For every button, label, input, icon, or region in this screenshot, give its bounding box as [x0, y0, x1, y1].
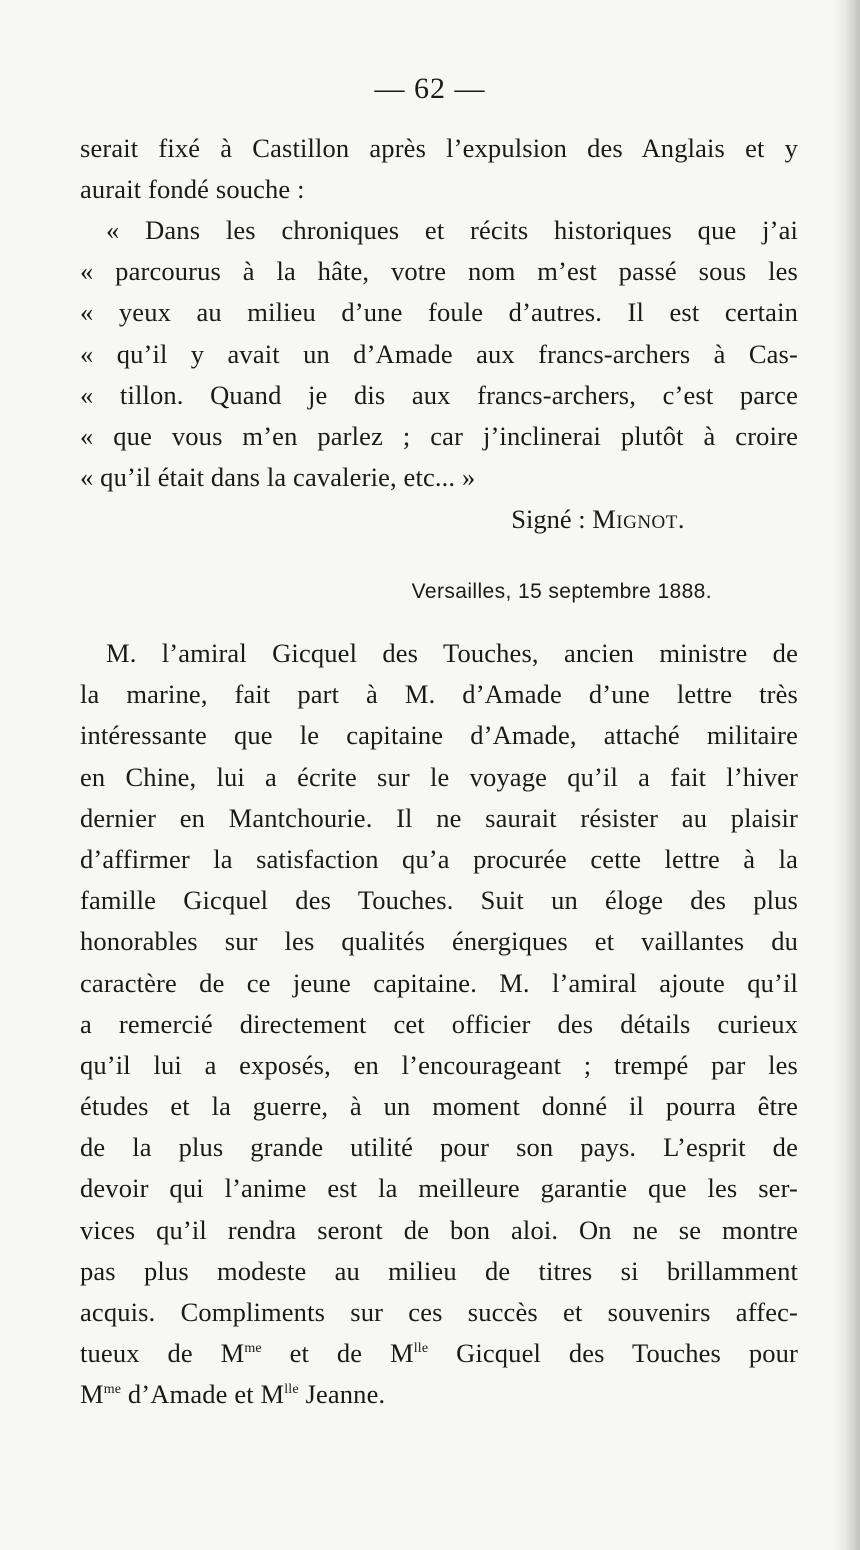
line-fragment: Gicquel des Touches pour	[428, 1338, 798, 1369]
quote-line: « que vous m’en parlez ; car j’inclinerai plutôt à croire	[80, 420, 798, 451]
quote-line: « qu’il y avait un d’Amade aux francs-archers à Cas-	[80, 338, 798, 369]
main-paragraph	[80, 633, 798, 1416]
paragraph-line: caractère de ce jeune capitaine. M. l’amiral ajoute qu’il	[80, 967, 798, 998]
page-edge-shadow	[832, 0, 860, 1550]
paragraph-line	[80, 1333, 798, 1374]
line-fragment: d’Amade et M	[121, 1379, 285, 1410]
superscript: me	[103, 1382, 122, 1398]
text-line: serait fixé à Castillon après l’expulsion des Anglais et y	[80, 133, 798, 163]
signature-name: Mignot.	[592, 504, 685, 534]
quote-line: « tillon. Quand je dis aux francs-archers, c’est parce	[80, 379, 798, 410]
line-fragment: Jeanne.	[298, 1379, 386, 1410]
dateline: Versailles, 15 septembre 1888.	[411, 580, 712, 603]
intro-text	[80, 128, 798, 210]
quote-line: « Dans les chroniques et récits historiques que j’ai	[106, 215, 798, 245]
quotation	[80, 210, 798, 498]
paragraph-line: intéressante que le capitaine d’Amade, attaché militaire	[80, 720, 798, 751]
paragraph-line: d’affirmer la satisfaction qu’a procurée cette lettre à la	[80, 843, 798, 874]
line-fragment: et de M	[261, 1338, 414, 1369]
paragraph-line: études et la guerre, à un moment donné il pourra être	[80, 1091, 798, 1122]
signature	[80, 499, 685, 540]
quote-line: « parcourus à la hâte, votre nom m’est passé sous les	[80, 256, 798, 287]
quote-line: « qu’il était dans la cavalerie, etc... »	[80, 462, 476, 493]
paragraph-line: famille Gicquel des Touches. Suit un éloge des plus	[80, 885, 798, 916]
paragraph-line: a remercié directement cet officier des détails curieux	[80, 1008, 798, 1039]
text-line: aurait fondé souche :	[80, 174, 305, 205]
superscript: me	[244, 1341, 262, 1357]
paragraph-line: de la plus grande utilité pour son pays. L’esprit de	[80, 1132, 798, 1163]
signature-prefix: Signé :	[511, 504, 593, 534]
paragraph-line: acquis. Compliments sur ces succès et souvenirs affec-	[80, 1297, 798, 1327]
paragraph-line: devoir qui l’anime est la meilleure garantie que les ser-	[80, 1173, 798, 1204]
paragraph-line: en Chine, lui a écrite sur le voyage qu’il a fait l’hiver	[80, 761, 798, 792]
line-fragment: M	[80, 1379, 104, 1410]
paragraph-line	[80, 1374, 798, 1415]
superscript: lle	[284, 1382, 299, 1398]
paragraph-line: vices qu’il rendra seront de bon aloi. On ne se montre	[80, 1214, 798, 1245]
quote-line: « yeux au milieu d’une foule d’autres. Il est certain	[80, 297, 798, 328]
paragraph-line: la marine, fait part à M. d’Amade d’une lettre très	[80, 679, 798, 710]
paragraph-line: pas plus modeste au milieu de titres si brillamment	[80, 1255, 798, 1286]
paragraph-line: dernier en Mantchourie. Il ne saurait résister au plaisir	[80, 802, 798, 833]
line-fragment: tueux de M	[80, 1338, 245, 1369]
superscript: lle	[413, 1341, 429, 1357]
paragraph-line: M. l’amiral Gicquel des Touches, ancien ministre de	[106, 638, 798, 668]
paragraph-line: qu’il lui a exposés, en l’encourageant ; trempé par les	[80, 1049, 798, 1080]
paragraph-line: honorables sur les qualités énergiques et vaillantes du	[80, 926, 798, 957]
page-number: — 62 —	[374, 72, 486, 105]
